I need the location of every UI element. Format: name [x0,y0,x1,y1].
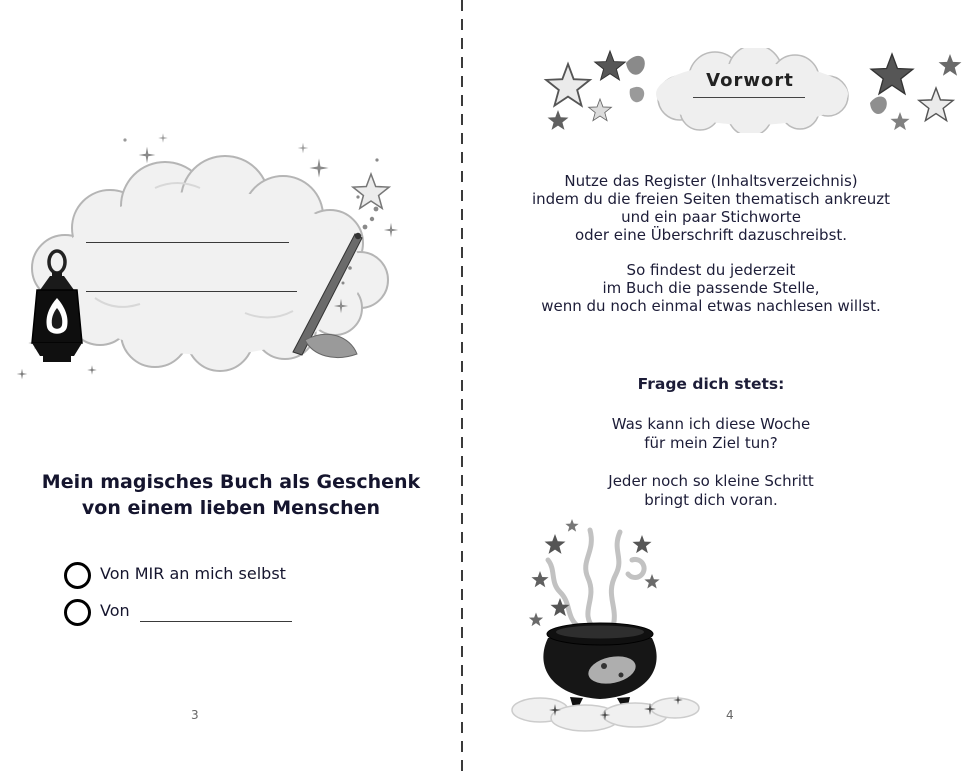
star-icon [548,110,569,130]
checkbox-circle-self [64,562,91,589]
paragraph-line: wenn du noch einmal etwas nachlesen willst. [541,297,881,315]
page-left [0,0,462,774]
paragraph-line: indem du die freien Seiten thematisch ankreuzt [531,190,891,208]
weekly-question [462,415,960,453]
star-icon [919,88,953,121]
right-page-number: 4 [726,708,735,722]
gift-heading-line2: von einem lieben Menschen [81,497,381,519]
paragraph-line: oder eine Überschrift dazuschreibst. [574,226,848,244]
cauldron-illustration [500,512,700,737]
header-stars-left [538,45,648,135]
ivy-leaf-icon [870,97,887,114]
lookup-paragraph [462,261,960,315]
paragraph-line: So findest du jederzeit [626,261,796,279]
option-label-from: Von [100,601,130,620]
page-right [462,0,968,774]
name-fill-in-line-1 [86,242,289,243]
intro-paragraph [462,172,960,244]
steam-icon [548,530,644,630]
paragraph-line: Was kann ich diese Woche [611,415,811,433]
page-title: Vorwort [706,70,794,91]
paragraph-line: für mein Ziel tun? [644,434,778,452]
star-icon [589,99,612,121]
paragraph-line: Jeder noch so kleine Schritt [608,472,814,490]
gift-heading-line1: Mein magisches Buch als Geschenk [41,471,421,493]
star-icon [595,51,625,80]
star-icon [890,112,909,130]
cauldron-pot-icon [543,623,656,714]
star-icon [353,174,389,208]
lantern-icon [12,248,102,388]
paragraph-line: Nutze das Register (Inhaltsverzeichnis) [564,172,858,190]
left-page-number: 3 [191,708,200,722]
paragraph-line: im Buch die passende Stelle, [602,279,820,297]
star-icon [871,54,913,94]
star-icon [546,64,590,106]
encouragement-text [462,472,960,510]
header-stars-right [862,48,967,140]
paragraph-line: bringt dich voran. [644,491,778,509]
paragraph-line: und ein paar Stichworte [621,208,801,226]
option-label-self: Von MIR an mich selbst [100,564,286,583]
name-fill-in-line-2 [86,291,297,292]
checkbox-circle-from [64,599,91,626]
star-icon [939,54,962,76]
steam-stars [529,519,660,626]
giver-name-fill-in-line [140,621,292,622]
title-underline [693,97,805,98]
question-heading: Frage dich stets: [637,375,785,393]
gift-heading [0,469,462,521]
